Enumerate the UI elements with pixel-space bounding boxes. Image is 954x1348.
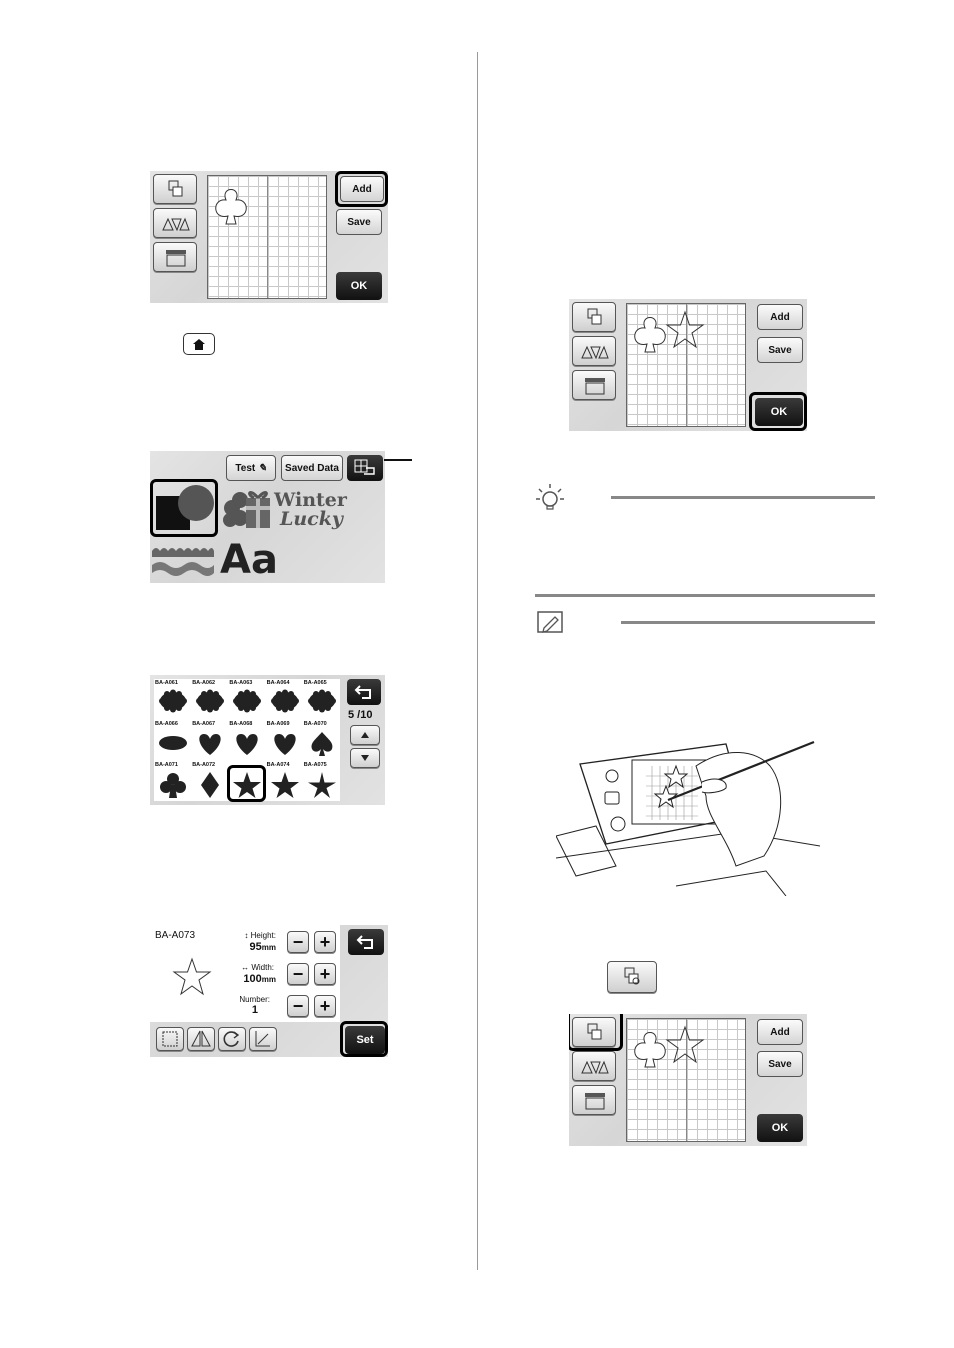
pattern-code-label: BA-A070 — [303, 721, 327, 727]
save-button[interactable]: Save — [757, 1051, 803, 1077]
layout-edit-icon — [587, 308, 603, 326]
frame-button[interactable] — [156, 1027, 184, 1051]
layout-screen-2 — [569, 299, 807, 431]
club-shape-icon — [158, 771, 188, 799]
scallop-oval-shape-icon — [270, 689, 300, 717]
pattern-grid — [154, 679, 340, 801]
note-bottom-rule — [535, 594, 875, 597]
mirror-icon — [188, 1028, 214, 1050]
add-button[interactable]: Add — [340, 176, 384, 202]
mat-view-button[interactable] — [572, 1085, 616, 1115]
back-button[interactable] — [347, 679, 381, 705]
pattern-code-label: BA-A069 — [266, 721, 290, 727]
up-triangle-icon — [351, 726, 379, 744]
seasonal-category[interactable] — [222, 484, 347, 534]
plus-icon: + — [319, 963, 331, 984]
cut-draw-toggle-button[interactable] — [153, 208, 197, 238]
pattern-cell[interactable] — [303, 679, 340, 719]
star-outline-icon — [172, 957, 212, 997]
pattern-cell[interactable] — [303, 720, 340, 760]
page-up-button[interactable] — [350, 725, 380, 745]
border-category[interactable] — [152, 543, 214, 579]
rotate-icon — [219, 1028, 245, 1050]
test-label: Test — [235, 462, 256, 474]
pattern-cell[interactable] — [191, 720, 228, 760]
width-minus-button[interactable] — [287, 963, 309, 985]
pattern-cell[interactable] — [154, 720, 191, 760]
pattern-list-screen — [150, 675, 385, 805]
back-button[interactable] — [348, 929, 384, 955]
height-arrow-icon: ↕ — [244, 931, 251, 940]
heart-shape-icon — [270, 730, 300, 758]
pattern-code-label: BA-A067 — [192, 721, 216, 727]
cutting-mat-preview[interactable] — [207, 175, 327, 299]
pattern-cell[interactable] — [228, 761, 265, 801]
spade-shape-icon — [307, 730, 337, 758]
height-label-text: Height: — [250, 931, 276, 940]
home-key-icon — [183, 333, 215, 355]
scallop-oval-shape-icon — [158, 689, 188, 717]
pattern-cell[interactable] — [266, 720, 303, 760]
rotate-button[interactable] — [218, 1027, 246, 1051]
pattern-code-label: BA-A065 — [303, 680, 327, 686]
mat-icon — [584, 377, 606, 395]
set-button-highlight — [340, 1021, 388, 1057]
pattern-code-label: BA-A071 — [155, 762, 178, 768]
edit-layout-button[interactable] — [153, 174, 197, 204]
width-value — [228, 973, 276, 985]
cutting-mat-preview[interactable] — [626, 1018, 746, 1142]
layout-edit-icon — [168, 180, 184, 198]
note-rule — [611, 496, 875, 499]
basic-shapes-highlight — [150, 479, 218, 537]
cutting-mat-preview[interactable] — [626, 303, 746, 427]
return-arrow-icon — [356, 934, 376, 950]
width-unit: mm — [261, 975, 276, 984]
pattern-code-label: BA-A075 — [303, 762, 327, 768]
gift-flower-icon — [222, 486, 272, 532]
triangles-icon — [581, 1060, 609, 1074]
triangles-icon — [581, 345, 609, 359]
page-down-button[interactable] — [350, 748, 380, 768]
pattern-edit-screen — [150, 925, 388, 1057]
selected-pattern-highlight — [227, 765, 266, 802]
club-and-star-outline-icon — [627, 1019, 747, 1143]
page-indicator: 5 /10 — [348, 709, 373, 721]
club-outline-icon — [208, 176, 328, 300]
layout-screen-1 — [150, 171, 388, 303]
add-button[interactable]: Add — [757, 1019, 803, 1045]
ok-button[interactable]: OK — [755, 398, 803, 426]
pattern-code-label: BA-A063 — [229, 680, 253, 686]
saved-data-button[interactable]: Saved Data — [281, 455, 343, 481]
cut-draw-toggle-button[interactable] — [572, 336, 616, 366]
edit-layout-highlight — [569, 1014, 623, 1051]
diamond-shape-icon — [195, 771, 225, 799]
pattern-code-label: BA-A068 — [229, 721, 253, 727]
mat-view-button[interactable] — [153, 242, 197, 272]
edit-layout-button[interactable] — [572, 302, 616, 332]
column-divider — [477, 52, 478, 1270]
grid-return-icon — [354, 459, 376, 477]
note-icon — [533, 480, 567, 514]
return-arrow-icon — [354, 684, 374, 700]
minus-icon: − — [292, 931, 304, 952]
number-label: Number: — [239, 995, 270, 1004]
pattern-cell[interactable] — [266, 679, 303, 719]
size-button[interactable] — [249, 1027, 277, 1051]
number-minus-button[interactable] — [287, 995, 309, 1017]
width-plus-button[interactable] — [314, 963, 336, 985]
pattern-code-label: BA-A062 — [192, 680, 216, 686]
ok-button-highlight — [749, 392, 807, 431]
down-triangle-icon — [351, 749, 379, 767]
pattern-cell[interactable] — [191, 679, 228, 719]
return-to-settings-button[interactable] — [347, 455, 383, 481]
pattern-cell[interactable] — [154, 761, 191, 801]
star-thin-shape-icon — [307, 771, 337, 799]
frame-icon — [157, 1028, 183, 1050]
font-category[interactable]: Aa — [220, 537, 278, 583]
pattern-code-label: BA-A066 — [155, 721, 178, 727]
pattern-cell[interactable] — [228, 679, 265, 719]
width-value-number: 100 — [243, 973, 262, 985]
add-button-highlight — [335, 171, 388, 207]
pattern-cell[interactable] — [228, 720, 265, 760]
callout-line — [384, 459, 412, 461]
layout-edit-key-icon — [607, 961, 657, 993]
category-screen — [150, 451, 385, 583]
memo-rule — [621, 621, 875, 624]
ok-button[interactable]: OK — [757, 1114, 803, 1142]
width-label-text: Width: — [251, 963, 274, 972]
height-unit: mm — [261, 943, 276, 952]
border-pattern-icon — [152, 543, 214, 579]
pattern-code: BA-A073 — [155, 930, 196, 941]
pattern-code-label: BA-A061 — [155, 680, 178, 686]
plus-icon: + — [319, 995, 331, 1016]
star-shape-icon — [270, 771, 300, 799]
test-button[interactable] — [226, 455, 276, 481]
pattern-code-label: BA-A072 — [192, 762, 216, 768]
height-value-number: 95 — [249, 941, 262, 953]
resize-icon — [250, 1028, 276, 1050]
winter-word: Winter — [274, 489, 347, 511]
save-button[interactable]: Save — [336, 209, 382, 235]
heart-shape-icon — [195, 730, 225, 758]
scallop-oval-shape-icon — [232, 689, 262, 717]
height-label — [228, 931, 276, 940]
pattern-code-label: BA-A064 — [266, 680, 290, 686]
pen-icon: ✎ — [258, 462, 267, 474]
number-value: 1 — [251, 1004, 258, 1016]
mirror-button[interactable] — [187, 1027, 215, 1051]
lucky-word: Lucky — [280, 508, 343, 530]
width-label — [228, 963, 274, 972]
mat-view-button[interactable] — [572, 370, 616, 400]
pattern-cell[interactable] — [191, 761, 228, 801]
height-minus-button[interactable] — [287, 931, 309, 953]
number-plus-button[interactable] — [314, 995, 336, 1017]
layout-screen-3 — [569, 1014, 807, 1146]
cut-draw-toggle-button[interactable] — [572, 1051, 616, 1081]
pattern-cell[interactable] — [266, 761, 303, 801]
heart-shape-icon — [232, 730, 262, 758]
machine-touch-illustration — [556, 736, 820, 896]
ok-button[interactable]: OK — [336, 272, 382, 300]
club-and-star-outline-icon — [627, 304, 747, 428]
triangles-icon — [162, 217, 190, 231]
pattern-cell[interactable] — [154, 679, 191, 719]
memo-icon — [535, 608, 565, 636]
mat-icon — [584, 1092, 606, 1110]
scallop-oval-shape-icon — [307, 689, 337, 717]
set-button[interactable]: Set — [345, 1026, 385, 1054]
plus-icon: + — [319, 931, 331, 952]
minus-icon: − — [292, 995, 304, 1016]
minus-icon: − — [292, 963, 304, 984]
height-value — [228, 941, 276, 953]
width-arrow-icon: ↔ — [241, 963, 252, 972]
save-button[interactable]: Save — [757, 337, 803, 363]
height-plus-button[interactable] — [314, 931, 336, 953]
mat-icon — [165, 249, 187, 267]
add-button[interactable]: Add — [757, 304, 803, 330]
scallop-oval-shape-icon — [195, 689, 225, 717]
oval-shape-icon — [158, 730, 188, 758]
pattern-cell[interactable] — [303, 761, 340, 801]
pattern-code-label: BA-A074 — [266, 762, 290, 768]
